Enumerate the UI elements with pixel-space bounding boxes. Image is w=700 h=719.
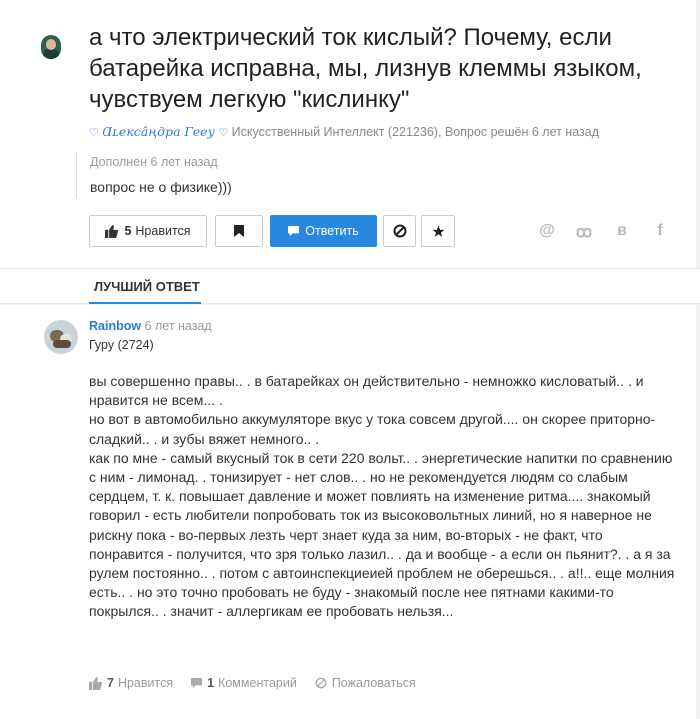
heart-icon: ♡ — [218, 127, 229, 139]
comment-icon — [288, 226, 299, 237]
answer-author-line — [89, 319, 212, 333]
block-button[interactable] — [383, 215, 416, 247]
share-vk-icon[interactable]: в — [617, 222, 627, 239]
addendum-date: Дополнен 6 лет назад — [90, 155, 218, 169]
question-card — [0, 0, 696, 268]
like-count: 5 — [124, 224, 132, 238]
block-icon — [393, 224, 407, 238]
heart-icon: ♡ — [89, 127, 99, 139]
answer-label: Ответить — [305, 224, 359, 238]
answer-author-avatar[interactable] — [44, 320, 78, 354]
answer-text — [89, 372, 679, 622]
addendum-text: вопрос не о физике))) — [90, 179, 232, 195]
answer-author-link[interactable]: Rainbow — [89, 319, 142, 333]
bookmark-button[interactable] — [215, 215, 263, 247]
share-email-icon[interactable]: @ — [539, 222, 555, 239]
answer-paragraph: как по мне - самый вкусный ток в сети 220 вольт.. . энергетические напитки по сравнению с ним - лимонад. . тонизирует - нет слов.. . но не рекомендуется людям со слабым сердцем, т. к. повышает давление и может повлиять на изменение ритма.... знакомый говорил - есть любители попробовать ток из высоковольтных линий, но я наверное не рискну пока - во-первых лезть черт знает куда за ним, во-вторых - не факт, что понравится - получится, что зря только лазил.. . да и вообще - а если он пьянит?. . а я за рулем постоянно.. . потом с автоинспекциеией проблем не оберешься.. . а!!.. еще молния есть.. . но это точно пробовать не буду - знакомый после нее пятнами какими-то покрылся.. . значит - аллергикам ее пробовать нельзя... — [89, 449, 675, 620]
answer-report-button[interactable] — [315, 676, 416, 690]
question-title: а что электрический ток кислый? Почему, если батарейка исправна, мы, лизнув клеммы языком, чувствуем легкую "кислинку" — [89, 24, 642, 113]
question-status: Вопрос решён 6 лет назад — [444, 125, 599, 139]
answer-button[interactable] — [270, 215, 377, 247]
answer-author-rank: Гуру (2724) — [89, 338, 154, 352]
thumbs-up-icon — [89, 677, 102, 690]
answer-paragraph: вы совершенно правы.. . в батарейках он действительно - немножко кисловатый.. . и нравится не всем... . — [89, 373, 644, 409]
answer-report-label: Пожаловаться — [331, 676, 416, 690]
category-link[interactable]: Искусственный Интеллект (221236) — [231, 125, 438, 139]
answer-comments-button[interactable] — [191, 676, 297, 690]
answer-date: 6 лет назад — [144, 319, 212, 333]
answer-like-count: 7 — [107, 676, 114, 690]
answer-like-label: Нравится — [117, 676, 174, 690]
bookmark-icon — [234, 225, 244, 237]
comment-icon — [191, 678, 202, 689]
answer-comments-count: 1 — [207, 676, 215, 690]
share-facebook-icon[interactable]: f — [657, 222, 663, 239]
answer-comments-label: Комментарий — [218, 676, 297, 690]
active-tab-indicator — [89, 302, 201, 304]
question-author-avatar[interactable] — [41, 35, 61, 59]
block-icon — [315, 677, 327, 689]
star-icon — [432, 225, 445, 238]
favorite-button[interactable] — [421, 215, 455, 247]
question-author-link[interactable]: Ɑʟекса̂ңдра Гееу — [102, 124, 215, 139]
answer-actions — [89, 676, 434, 690]
question-addendum — [76, 152, 476, 198]
share-odnoklassniki-icon[interactable]: ꝏ — [575, 224, 593, 241]
answer-like-button[interactable] — [89, 676, 173, 690]
best-answer-card — [0, 305, 696, 719]
answer-paragraph: но вот в автомобильно аккумуляторе вкус у тока совсем другой.... он скорее приторно-сладкий.. . и зубы вяжет немного.. . — [89, 411, 656, 447]
answers-tabbar — [0, 268, 700, 304]
like-label: Нравится — [135, 224, 191, 238]
thumbs-up-icon — [105, 225, 118, 238]
tab-best-answer[interactable]: ЛУЧШИЙ ОТВЕТ — [94, 279, 200, 294]
like-button[interactable] — [89, 215, 207, 247]
question-meta: ♡ Ɑʟекса̂ңдра Гееу ♡ Искусственный Интеллект (221236), Вопрос решён 6 лет назад — [89, 124, 599, 139]
